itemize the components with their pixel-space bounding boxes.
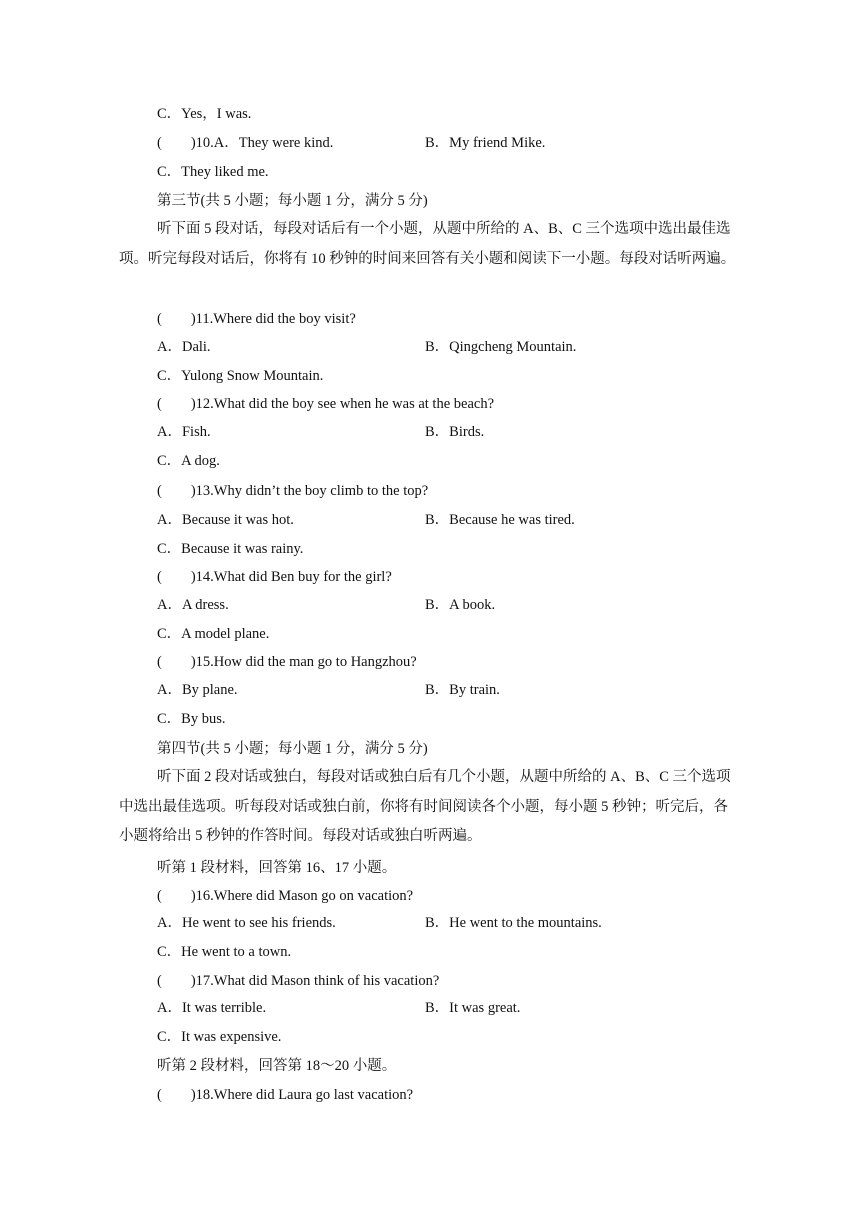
q13-option-a: A．Because it was hot. xyxy=(157,512,294,528)
section-3-heading: 第三节(共 5 小题；每小题 1 分，满分 5 分) xyxy=(157,193,428,209)
section-4-heading: 第四节(共 5 小题；每小题 1 分，满分 5 分) xyxy=(157,741,428,757)
q10-option-c: C．They liked me. xyxy=(157,164,269,180)
q17-option-c: C．It was expensive. xyxy=(157,1029,282,1045)
q14-option-b: B．A book. xyxy=(425,597,496,613)
q16-stem: ( )16.Where did Mason go on vacation? xyxy=(157,888,414,904)
q17-option-b: B．It was great. xyxy=(425,1000,521,1016)
q13-stem: ( )13.Why didn’t the boy climb to the top? xyxy=(157,483,429,499)
q11-option-c: C．Yulong Snow Mountain. xyxy=(157,368,324,384)
q17-option-a: A．It was terrible. xyxy=(157,1000,267,1016)
q9-option-c: C．Yes，I was. xyxy=(157,106,252,122)
q11-option-b: B．Qingcheng Mountain. xyxy=(425,339,577,355)
q14-option-c: C．A model plane. xyxy=(157,626,270,642)
q10-option-b: B．My friend Mike. xyxy=(425,135,546,151)
q12-option-a: A．Fish. xyxy=(157,424,211,440)
material-1-heading: 听第 1 段材料，回答第 16、17 小题。 xyxy=(157,860,397,876)
q16-option-b: B．He went to the mountains. xyxy=(425,915,602,931)
q16-option-c: C．He went to a town. xyxy=(157,944,292,960)
q15-stem: ( )15.How did the man go to Hangzhou? xyxy=(157,654,417,670)
q11-stem: ( )11.Where did the boy visit? xyxy=(157,311,356,327)
q14-stem: ( )14.What did Ben buy for the girl? xyxy=(157,569,392,585)
q15-option-c: C．By bus. xyxy=(157,711,226,727)
q12-stem: ( )12.What did the boy see when he was at the beach? xyxy=(157,396,495,412)
q12-option-b: B．Birds. xyxy=(425,424,485,440)
section-4-instructions: 听下面 2 段对话或独白，每段对话或独白后有几个小题，从题中所给的 A、B、C 三个选项中选出最佳选项。听每段对话或独白前，你将有时间阅读各个小题，每小题 5 秒钟；听完后，各小题将给出 5 秒钟的作答时间。每段对话或独白听两遍。 xyxy=(119,769,731,844)
q11-option-a: A．Dali. xyxy=(157,339,211,355)
q15-option-a: A．By plane. xyxy=(157,682,238,698)
q13-option-c: C．Because it was rainy. xyxy=(157,541,304,557)
q14-option-a: A．A dress. xyxy=(157,597,229,613)
q16-option-a: A．He went to see his friends. xyxy=(157,915,336,931)
q13-option-b: B．Because he was tired. xyxy=(425,512,575,528)
q10-stem-option-a: ( )10.A．They were kind. xyxy=(157,135,334,151)
section-3-instructions: 听下面 5 段对话，每段对话后有一个小题，从题中所给的 A、B、C 三个选项中选出最佳选项。听完每段对话后，你将有 10 秒钟的时间来回答有关小题和阅读下一小题。每段对话听两遍。 xyxy=(119,221,736,267)
q17-stem: ( )17.What did Mason think of his vacation? xyxy=(157,973,440,989)
q18-stem: ( )18.Where did Laura go last vacation? xyxy=(157,1087,414,1103)
material-2-heading: 听第 2 段材料，回答第 18～20 小题。 xyxy=(157,1058,397,1074)
q12-option-c: C．A dog. xyxy=(157,453,220,469)
q15-option-b: B．By train. xyxy=(425,682,500,698)
